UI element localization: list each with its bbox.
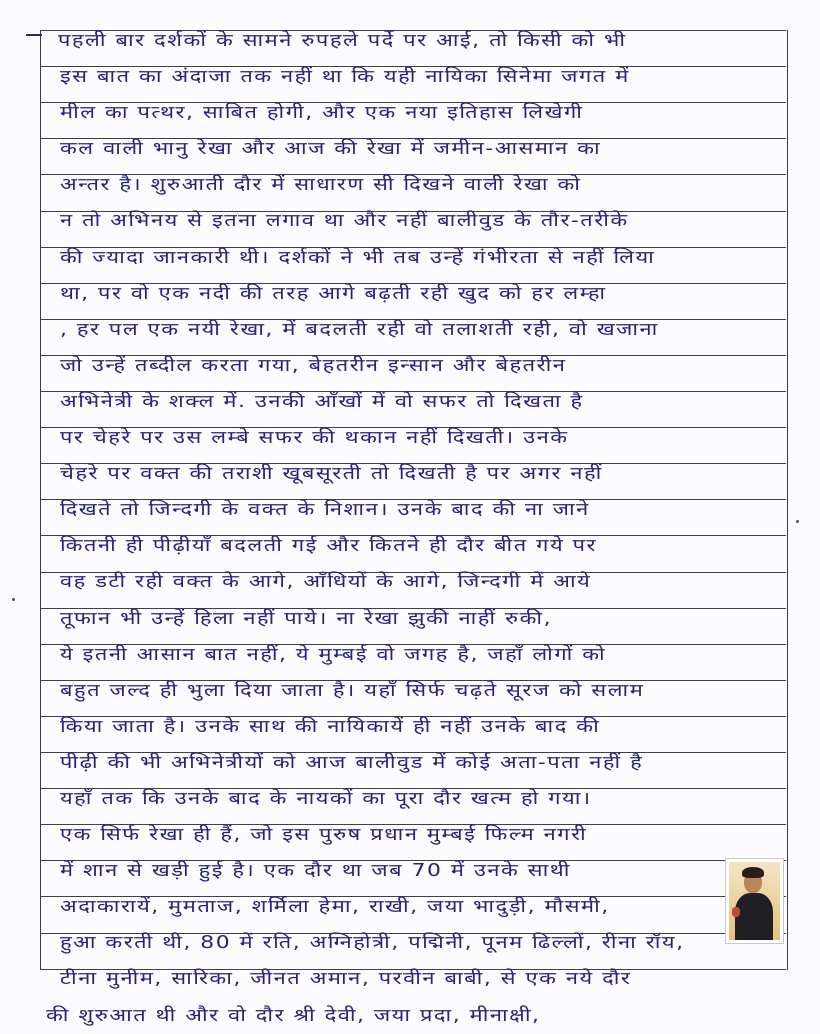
text-line: बहुत जल्द ही भुला दिया जाता है। यहाँ सिर्फ चढ़ते सूरज को सलाम	[60, 680, 645, 701]
text-line: मील का पत्थर, साबित होगी, और एक नया इतिहास लिखेगी	[60, 103, 584, 124]
text-line: , हर पल एक नयी रेखा, में बदलती रही वो तलाशती रही, वो खजाना	[60, 319, 659, 340]
paper-speck	[12, 598, 15, 601]
text-line: पर चेहरे पर उस लम्बे सफर की थकान नहीं दिखती। उनके	[60, 428, 569, 449]
text-line: दिखते तो जिन्दगी के वक्त के निशान। उनके बाद की ना जाने	[60, 500, 590, 521]
text-line: पीढ़ी की भी अभिनेत्रीयों को आज बालीवुड में कोई अता-पता नहीं है	[60, 752, 644, 773]
text-line: वह डटी रही वक्त के आगे, आँधियों के आगे, जिन्दगी में आये	[60, 572, 592, 593]
text-line: की ज्यादा जानकारी थी। दर्शकों ने भी तब उन्हें गंभीरता से नहीं लिया	[60, 247, 656, 268]
text-line: में शान से खड़ी हुई है। एक दौर था जब 70 में उनके साथी	[60, 861, 571, 882]
text-line: चेहरे पर वक्त की तराशी खूबसूरती तो दिखती है पर अगर नहीं	[60, 464, 603, 485]
paper-speck	[796, 520, 799, 523]
text-line: टीना मुनीम, सारिका, जीनत अमान, परवीन बाबी, से एक नये दौर	[60, 969, 632, 990]
text-line: अन्तर है। शुरुआती दौर में साधारण सी दिखने वाली रेखा को	[60, 175, 582, 196]
text-line: ये इतनी आसान बात नहीं, ये मुम्बई वो जगह है, जहाँ लोगों को	[60, 644, 607, 665]
text-line: जो उन्हें तब्दील करता गया, बेहतरीन इन्सान और बेहतरीन	[60, 355, 567, 376]
text-line: कितनी ही पीढ़ीयाँ बदलती गई और कितने ही दौर बीत गये पर	[60, 536, 597, 557]
text-line: यहाँ तक कि उनके बाद के नायकों का पूरा दौर खत्म हो गया।	[60, 788, 592, 809]
text-line: पहली बार दर्शकों के सामने रुपहले पर्दे पर आई, तो किसी को भी	[58, 31, 627, 51]
text-line: तूफान भी उन्हें हिला नहीं पाये। ना रेखा झुकी नाहीं रुकी,	[60, 608, 553, 629]
text-line: कल वाली भानु रेखा और आज की रेखा में जमीन-आसमान का	[60, 139, 602, 160]
text-line: अदाकारायें, मुमताज, शर्मिला हेमा, राखी, जया भादुड़ी, मौसमी,	[60, 897, 610, 918]
text-line: हुआ करती थी, 80 में रति, अग्निहोत्री, पद्मिनी, पूनम ढिल्लों, रीना रॉय,	[60, 933, 685, 954]
text-line: की शुरुआत थी और वो दौर श्री देवी, जया प्रदा, मीनाक्षी,	[46, 1005, 541, 1026]
text-line: था, पर वो एक नदी की तरह आगे बढ़ती रही खुद को हर लम्हा	[60, 283, 607, 304]
text-line: अभिनेत्री के शक्ल में. उनकी आँखों में वो सफर तो दिखता है	[60, 391, 584, 412]
text-line: इस बात का अंदाजा तक नहीं था कि यही नायिका सिनेमा जगत में	[60, 67, 630, 88]
handwritten-text-block	[38, 23, 798, 1034]
text-line: एक सिर्फ रेखा ही हैं, जो इस पुरुष प्रधान मुम्बई फिल्म नगरी	[60, 825, 588, 846]
text-line: न तो अभिनय से इतना लगाव था और नहीं बालीवुड के तौर-तरीके	[60, 211, 629, 232]
text-line: किया जाता है। उनके साथ की नायिकायें ही नहीं उनके बाद की	[60, 716, 601, 737]
person-photo-icon	[725, 858, 784, 944]
